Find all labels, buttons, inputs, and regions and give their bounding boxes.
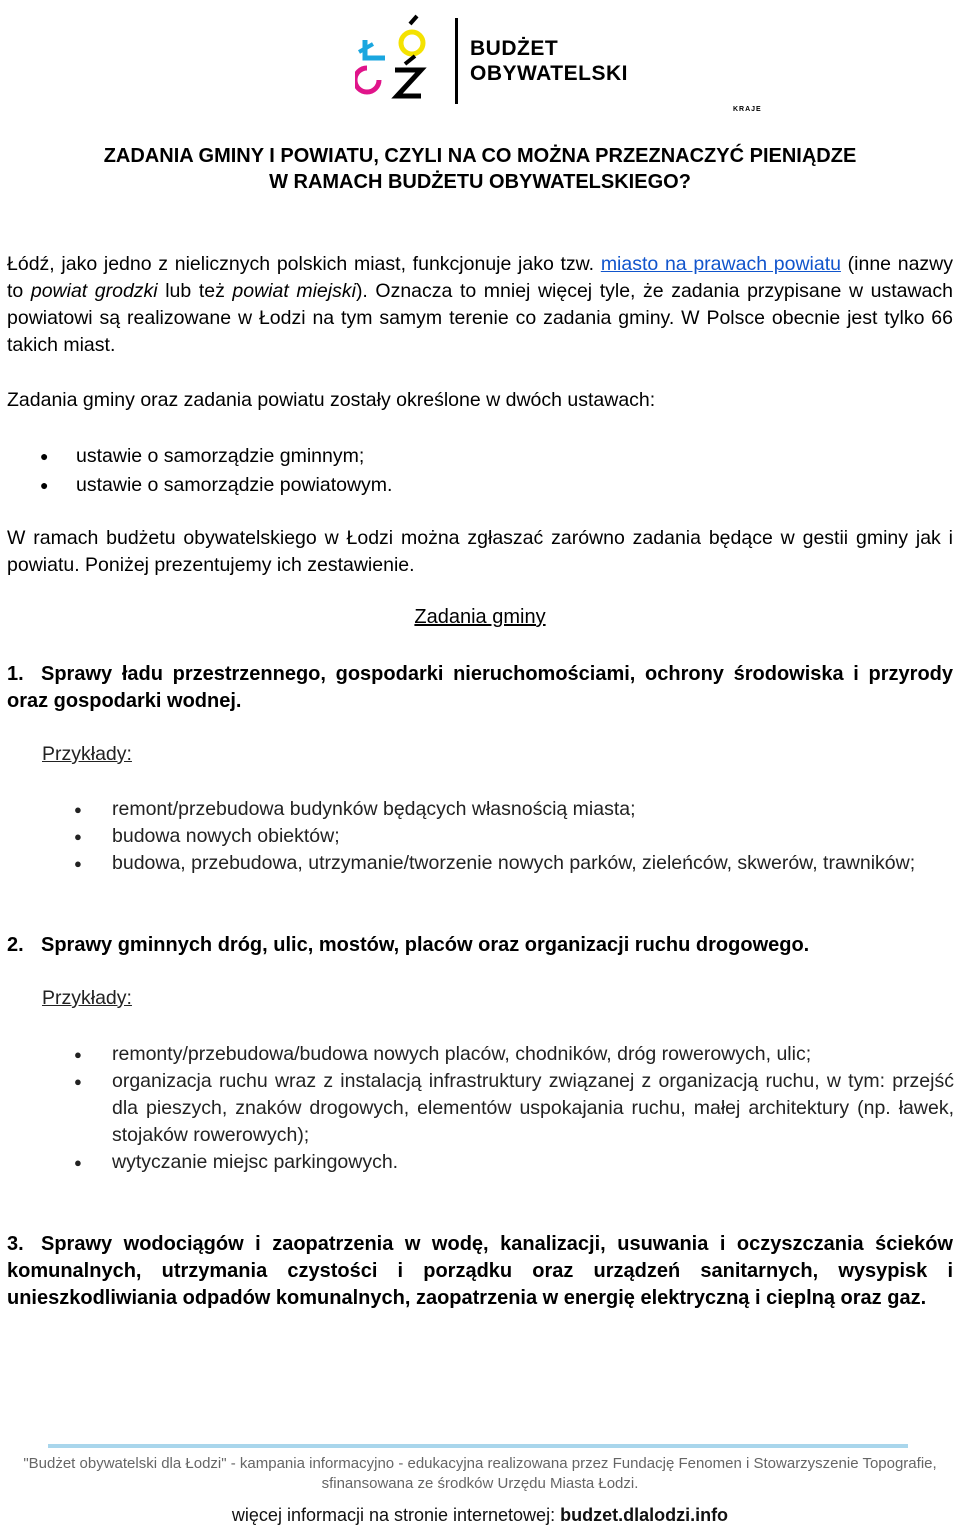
bullet-icon: ● — [74, 802, 82, 817]
footer-web-label: więcej informacji na stronie internetowej: — [231, 1505, 561, 1525]
title-line1: ZADANIA GMINY I POWIATU, CZYLI NA CO MOŻNA PRZEZNACZYĆ PIENIĄDZE — [103, 145, 857, 167]
footer-website — [0, 1505, 960, 1526]
intro-text-2: (inne nazwy to — [7, 253, 954, 302]
intro-text-4: ). Oznacza to mniej więcej tyle, że zadania przypisane w ustawach powiatowi są realizowane w Łodzi na tym samym terenie co zadania gminy. W Polsce obecnie jest tylko 66 takich miast. — [7, 280, 953, 356]
list-item — [40, 471, 392, 500]
item-heading-3 — [7, 1231, 953, 1312]
bullet-icon: ● — [40, 448, 49, 464]
item-number: 1. — [7, 663, 24, 685]
example-text: budowa nowych obiektów; — [112, 825, 340, 847]
law-label: ustawie o samorządzie gminnym; — [76, 445, 365, 467]
item-heading-1 — [7, 661, 953, 715]
examples-list-2 — [74, 1041, 954, 1176]
page-title — [0, 143, 960, 195]
bullet-icon: ● — [74, 1155, 82, 1170]
item-heading-2 — [7, 932, 953, 959]
intro-text-1: Łódź, jako jedno z nielicznych polskich miast, funkcjonuje jako tzw. — [7, 253, 601, 275]
law-label: ustawie o samorządzie powiatowym. — [76, 474, 393, 496]
example-text: wytyczanie miejsc parkingowych. — [112, 1151, 399, 1173]
list-item — [74, 1149, 954, 1176]
section-heading: Zadania gminy — [414, 606, 546, 628]
footer-credits — [0, 1454, 960, 1494]
laws-list — [40, 442, 392, 500]
bullet-icon: ● — [74, 1047, 82, 1062]
list-item — [74, 823, 954, 850]
list-item — [74, 1068, 954, 1149]
example-text: budowa, przebudowa, utrzymanie/tworzenie nowych parków, zieleńców, skwerów, trawników; — [112, 852, 916, 874]
example-text: remont/przebudowa budynków będących własnością miasta; — [112, 798, 636, 820]
bullet-icon: ● — [40, 477, 49, 493]
intro-text-3: lub też — [157, 280, 233, 302]
footer-line1: "Budżet obywatelski dla Łodzi" - kampania informacyjno - edukacyjna realizowana przez Fundację Fenomen i Stowarzyszenie Topografie, — [23, 1455, 937, 1472]
intro-paragraph — [7, 251, 953, 359]
example-text: organizacja ruchu wraz z instalacją infrastruktury związanej z organizacją ruchu, w tym: przejść dla pieszych, znaków drogowych, elementów uspokajania ruchu, małej architektury (np. ławek, stojaków rowerowych); — [112, 1070, 954, 1146]
budget-paragraph: W ramach budżetu obywatelskiego w Łodzi można zgłaszać zarówno zadania będące w gestii gminy jak i powiatu. Poniżej prezentujemy ich zestawienie. — [7, 527, 953, 576]
city-county-link[interactable]: miasto na prawach powiatu — [600, 253, 841, 275]
examples-label-2: Przykłady: — [42, 987, 132, 1009]
laws-intro: Zadania gminy oraz zadania powiatu zostały określone w dwóch ustawach: — [7, 389, 656, 411]
item-number: 2. — [7, 934, 24, 956]
list-item — [40, 442, 392, 471]
title-line2: W RAMACH BUDŻETU OBYWATELSKIEGO? — [269, 171, 691, 193]
list-item — [74, 850, 954, 877]
item-number: 3. — [7, 1233, 24, 1255]
logo-line1: BUDŻET — [470, 37, 559, 60]
examples-list-1 — [74, 796, 954, 877]
intro-italic-2: powiat miejski — [232, 280, 356, 302]
lodz-logo-icon — [355, 10, 455, 110]
item-heading-text: Sprawy ładu przestrzennego, gospodarki nieruchomościami, ochrony środowiska i przyrody oraz gospodarki wodnej. — [7, 663, 953, 712]
bullet-icon: ● — [74, 1074, 82, 1089]
item-heading-text: Sprawy gminnych dróg, ulic, mostów, placów oraz organizacji ruchu drogowego. — [41, 934, 810, 956]
logo-line2: OBYWATELSKI — [470, 62, 628, 85]
list-item — [74, 796, 954, 823]
footer-divider — [48, 1444, 908, 1448]
logo-divider — [455, 18, 458, 104]
footer-line2: sfinansowana ze środków Urzędu Miasta Łodzi. — [321, 1475, 639, 1492]
logo-small-text: KRAJE — [733, 106, 762, 113]
examples-label-1: Przykłady: — [42, 743, 132, 765]
footer-web-link[interactable]: budzet.dlalodzi.info — [560, 1505, 729, 1525]
bullet-icon: ● — [74, 829, 82, 844]
example-text: remonty/przebudowa/budowa nowych placów, chodników, dróg rowerowych, ulic; — [112, 1043, 812, 1065]
list-item — [74, 1041, 954, 1068]
item-heading-text: Sprawy wodociągów i zaopatrzenia w wodę, kanalizacji, usuwania i oczyszczania ścieków komunalnych, utrzymania czystości i porządku oraz urządzeń sanitarnych, wysypisk i unieszkodliwiania odpadów komunalnych, zaopatrzenia w energię elektryczną i cieplną oraz gaz. — [7, 1233, 953, 1309]
logo-wordmark — [470, 36, 628, 86]
bullet-icon: ● — [74, 856, 82, 871]
intro-italic-1: powiat grodzki — [30, 280, 158, 302]
